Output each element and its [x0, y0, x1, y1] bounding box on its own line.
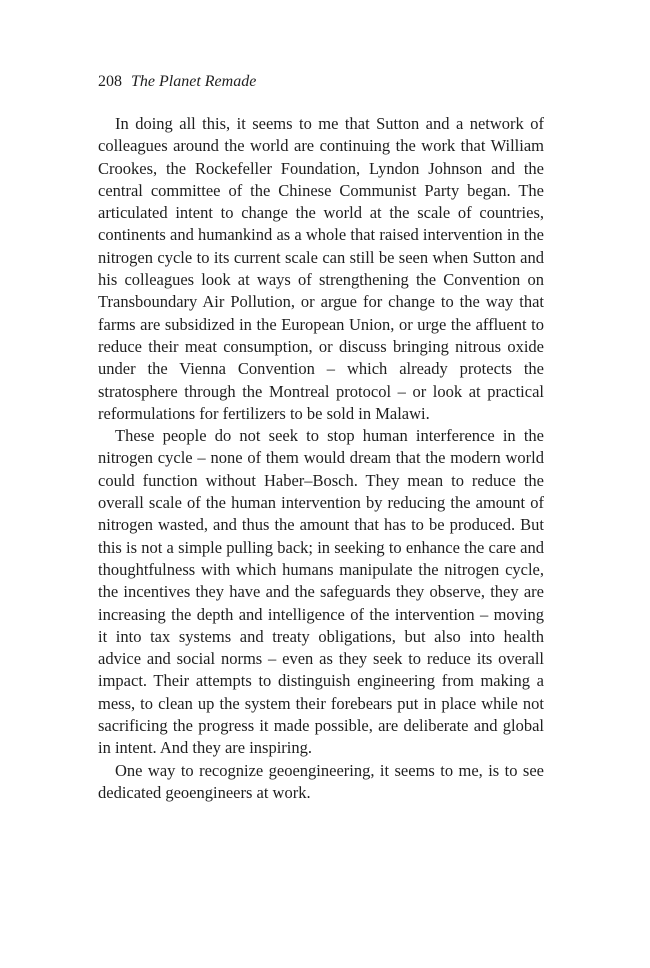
running-header	[98, 72, 256, 92]
body-text	[98, 113, 544, 804]
book-title: The Planet Remade	[131, 73, 257, 90]
page-number: 208	[98, 73, 122, 90]
paragraph-3: One way to recognize geoengineering, it seems to me, is to see dedicated geoengineers at work.	[98, 760, 544, 802]
paragraph-2: These people do not seek to stop human interference in the nitrogen cycle – none of them would dream that the modern world could function without Haber–Bosch. They mean to reduce the overall scale of the human intervention by reducing the amount of nitrogen wasted, and thus the amount that has to be produced. But this is not a simple pulling back; in seeking to enhance the care and thoughtfulness with which humans manipulate the nitrogen cycle, the incentives they have and the safeguards they observe, they are increasing the depth and intelligence of the intervention – moving it into tax systems and treaty obligations, but also into health advice and social norms – even as they seek to reduce its overall impact. Their attempts to distinguish engineering from making a mess, to clean up the system their forebears put in place while not sacrificing the progress it made possible, are deliberate and global in intent. And they are inspiring.	[98, 426, 544, 758]
paragraph-1: In doing all this, it seems to me that Sutton and a network of colleagues around the world are continuing the work that William Crookes, the Rockefeller Foundation, Lyndon Johnson and the central committee of the Chinese Communist Party began. The articulated intent to change the world at the scale of countries, continents and humankind as a whole that raised intervention in the nitrogen cycle to its current scale can still be seen when Sutton and his colleagues look at ways of strengthening the Convention on Transboundary Air Pollution, or argue for change to the way that farms are subsidized in the European Union, or urge the affluent to reduce their meat consumption, or discuss bringing nitrous oxide under the Vienna Convention – which already protects the stratosphere through the Montreal protocol – or look at practical reformulations for fertilizers to be sold in Malawi.	[98, 114, 544, 423]
